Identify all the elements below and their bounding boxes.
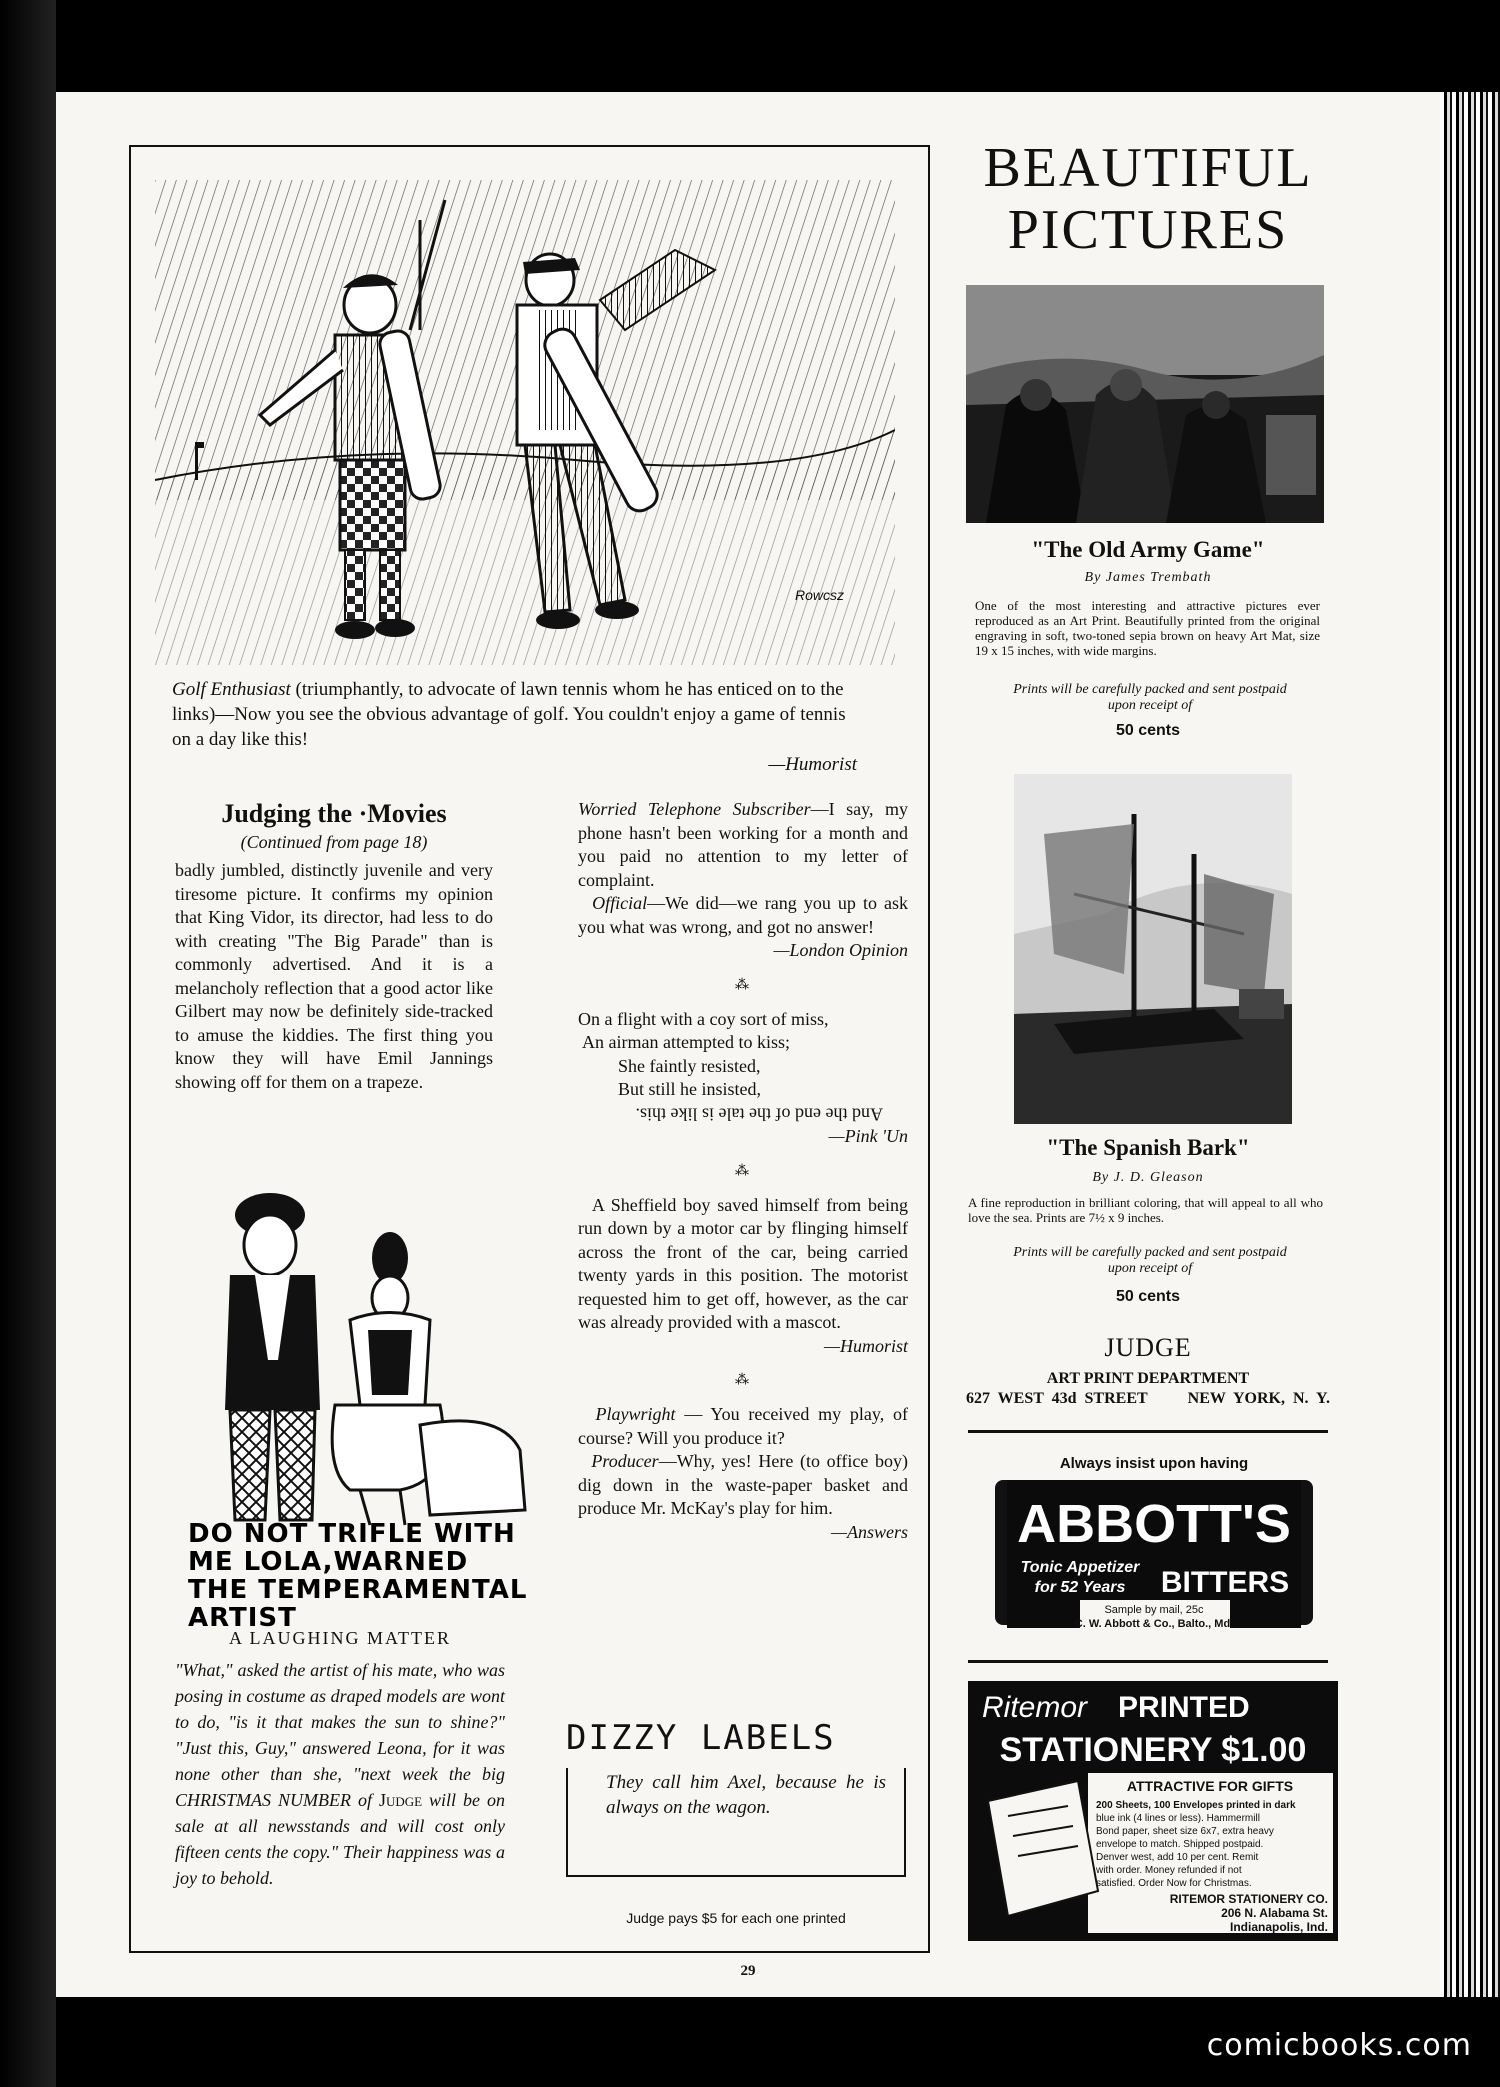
abbott-top-line: Always insist upon having: [1059, 1455, 1249, 1472]
telephone-speaker1: Worried Telephone Subscriber: [578, 799, 811, 819]
telephone-line2: —We did—we rang you up to ask you what was wrong, and got no answer!: [578, 893, 908, 937]
section-divider: ⁂: [735, 1373, 751, 1388]
laughing-text-part2: will be on sale at all newsstands and will cost only fifteen cents the copy." Their happiness was a joy to behold.: [175, 1790, 506, 1888]
abbott-bitters: BITTERS: [1160, 1566, 1290, 1599]
playwright-line2: —Why, yes! Here (to office boy) dig down in the waste-paper basket and produce Mr. McKay's play for him.: [578, 1451, 908, 1518]
ritemor-stationery-ad: [968, 1681, 1338, 1941]
ritemor-detail-2: blue ink (4 lines or less). Hammermill: [1096, 1813, 1260, 1824]
abbott-name: ABBOTT'S: [1017, 1494, 1291, 1554]
telephone-speaker2: Official: [592, 893, 648, 913]
ad-title-line1: BEAUTIFUL: [983, 137, 1313, 199]
laughing-text-judge: Judge: [378, 1790, 423, 1810]
page-left-edge: [0, 0, 56, 2087]
poem-line-5-upside-down: And the end of the tale is like this.: [635, 1104, 883, 1124]
judge-address-street: 627 WEST 43d STREET: [965, 1390, 1148, 1407]
dizzy-labels-title: DIZZY LABELS: [566, 1718, 916, 1768]
pic2-title: "The Spanish Bark": [1046, 1135, 1250, 1160]
poem-line-2: An airman attempted to kiss;: [582, 1032, 790, 1052]
section-divider: ⁂: [735, 1163, 751, 1179]
old-army-game-picture: [966, 285, 1324, 523]
jokes-column: [578, 798, 908, 1544]
ritemor-detail-4: envelope to match. Shipped postpaid.: [1096, 1839, 1264, 1850]
divider-rule: [968, 1660, 1328, 1663]
page-number: 29: [740, 1963, 756, 1979]
golf-caption-source: —Humorist: [768, 754, 857, 775]
laughing-matter-text: [175, 1657, 505, 1891]
divider-rule: [968, 1430, 1328, 1433]
pic1-title: "The Old Army Game": [1031, 537, 1265, 562]
poem-source: —Pink 'Un: [828, 1126, 908, 1146]
golf-cartoon: [155, 180, 895, 665]
ritemor-detail-5: Denver west, add 10 per cent. Remit: [1096, 1852, 1259, 1863]
spanish-bark-picture: [1014, 774, 1292, 1124]
pic2-shipping-note: Prints will be carefully packed and sent postpaid upon receipt of: [1013, 1245, 1287, 1276]
playwright-source: —Answers: [830, 1521, 908, 1542]
page-right-edge: [1440, 92, 1500, 1997]
ritemor-stationery-price: STATIONERY $1.00: [999, 1731, 1307, 1769]
movies-body: badly jumbled, distinctly juvenile and very tiresome picture. It confirms my opinion that King Vidor, its director, had less to do with creating "The Big Parade" than is commonly advertised. And it is a melancholy reflection that a good actor like Gilbert may now be definitely side-tracked to amuse the kiddies. The first thing you know they will have Emil Jannings showing off for them on a trapeze.: [175, 860, 493, 1092]
golf-caption-text: (triumphantly, to advocate of lawn tennis whom he has enticed on to the links)—Now you see the obvious advantage of golf. You couldn't enjoy a game of tennis on a day like this!: [172, 679, 846, 750]
abbott-company: C. W. Abbott & Co., Balto., Md.: [1074, 1618, 1234, 1630]
abbott-tonic-line2: for 52 Years: [1034, 1579, 1126, 1596]
beautiful-pictures-title: [948, 137, 1348, 261]
telephone-line1: —I say, my phone hasn't been working for a month and you paid no attention to my letter of complaint.: [578, 799, 908, 890]
ritemor-brand: Ritemor: [982, 1691, 1088, 1724]
judge-address: [958, 1390, 1338, 1408]
judge-publisher: JUDGE: [1104, 1333, 1192, 1362]
ritemor-detail-3: Bond paper, sheet size 6x7, extra heavy: [1096, 1826, 1274, 1837]
ritemor-street: 206 N. Alabama St.: [1221, 1906, 1328, 1920]
ritemor-detail-1: 200 Sheets, 100 Envelopes printed in dark: [1096, 1800, 1296, 1811]
laughing-matter-title: A LAUGHING MATTER: [229, 1628, 451, 1648]
ritemor-city: Indianapolis, Ind.: [1229, 1920, 1328, 1934]
pic2-description: A fine reproduction in brilliant coloring, that will appeal to all who love the sea. Prints are 7½ x 9 inches.: [968, 1195, 1323, 1225]
movies-column: [175, 798, 493, 1094]
pic2-price: 50 cents: [1115, 1288, 1181, 1305]
golf-caption: [172, 677, 862, 777]
abbott-tonic-line1: Tonic Appetizer: [1020, 1559, 1140, 1576]
abbott-sample: Sample by mail, 25c: [1104, 1604, 1204, 1616]
pic1-description: One of the most interesting and attractive pictures ever reproduced as an Art Print. Beautifully printed from the original engraving in soft, two-toned sepia brown on heavy Art Mat, size 19 x 15 inches, with wide margins.: [975, 598, 1320, 658]
movies-headline: Judging the ·Movies: [221, 799, 447, 828]
sheffield-joke: [578, 1194, 908, 1359]
abbotts-bitters-ad: [985, 1450, 1323, 1655]
section-divider: ⁂: [735, 977, 751, 993]
airman-poem: [578, 1008, 908, 1149]
playwright-speaker2: Producer: [591, 1451, 659, 1471]
pic1-shipping-note: Prints will be carefully packed and sent postpaid upon receipt of: [1013, 682, 1287, 713]
ritemor-gifts: ATTRACTIVE FOR GIFTS: [1126, 1778, 1294, 1794]
laughing-text-part1: "What," asked the artist of his mate, who was posing in costume as draped models are wont to do, "is it that makes the sun to shine?" "Just this, Guy," answered Leona, for it was none other than she, "next week the big CHRISTMAS NUMBER of: [175, 1660, 505, 1810]
sheffield-source: —Humorist: [823, 1335, 908, 1356]
judge-department: ART PRINT DEPARTMENT: [1046, 1370, 1250, 1387]
golf-caption-speaker: Golf Enthusiast: [172, 679, 291, 700]
ritemor-printed: PRINTED: [1118, 1691, 1250, 1724]
dizzy-labels-text: They call him Axel, because he is always on the wagon.: [606, 1772, 886, 1818]
ritemor-company: RITEMOR STATIONERY CO.: [1169, 1892, 1328, 1906]
pic1-price: 50 cents: [1115, 722, 1181, 739]
poem-line-4: But still he insisted,: [618, 1079, 762, 1099]
poem-line-3: She faintly resisted,: [618, 1055, 761, 1076]
pic2-author: By J. D. Gleason: [1092, 1170, 1204, 1185]
movies-continued: (Continued from page 18): [240, 832, 428, 852]
judge-address-city: NEW YORK, N. Y.: [1187, 1390, 1331, 1407]
svg-text:Rowcsz: Rowcsz: [795, 587, 845, 603]
ritemor-detail-7: satisfied. Order Now for Christmas.: [1096, 1878, 1252, 1889]
telephone-source: —London Opinion: [773, 940, 908, 960]
telephone-joke: [578, 798, 908, 963]
lola-cartoon-caption: DO NOT TRIFLE WITH ME LOLA,WARNED THE TEMPERAMENTAL ARTIST: [188, 1519, 528, 1633]
judge-pays-note: Judge pays $5 for each one printed: [626, 1910, 846, 1926]
playwright-line1: — You received my play, of course? Will you produce it?: [578, 1404, 908, 1448]
sheffield-text: A Sheffield boy saved himself from being run down by a motor car by flinging himself across the front of the car, being carried twenty yards in this position. The motorist requested him to get off, however, as the car was already provided with a mascot.: [578, 1194, 908, 1332]
pic1-author: By James Trembath: [1084, 570, 1212, 585]
poem-line-1: On a flight with a coy sort of miss,: [578, 1008, 829, 1029]
playwright-speaker1: Playwright: [595, 1404, 676, 1424]
site-watermark: comicbooks.com: [1206, 2028, 1472, 2063]
ad-title-line2: PICTURES: [1007, 199, 1289, 261]
playwright-joke: [578, 1403, 908, 1544]
ritemor-detail-6: with order. Money refunded if not: [1096, 1865, 1242, 1876]
